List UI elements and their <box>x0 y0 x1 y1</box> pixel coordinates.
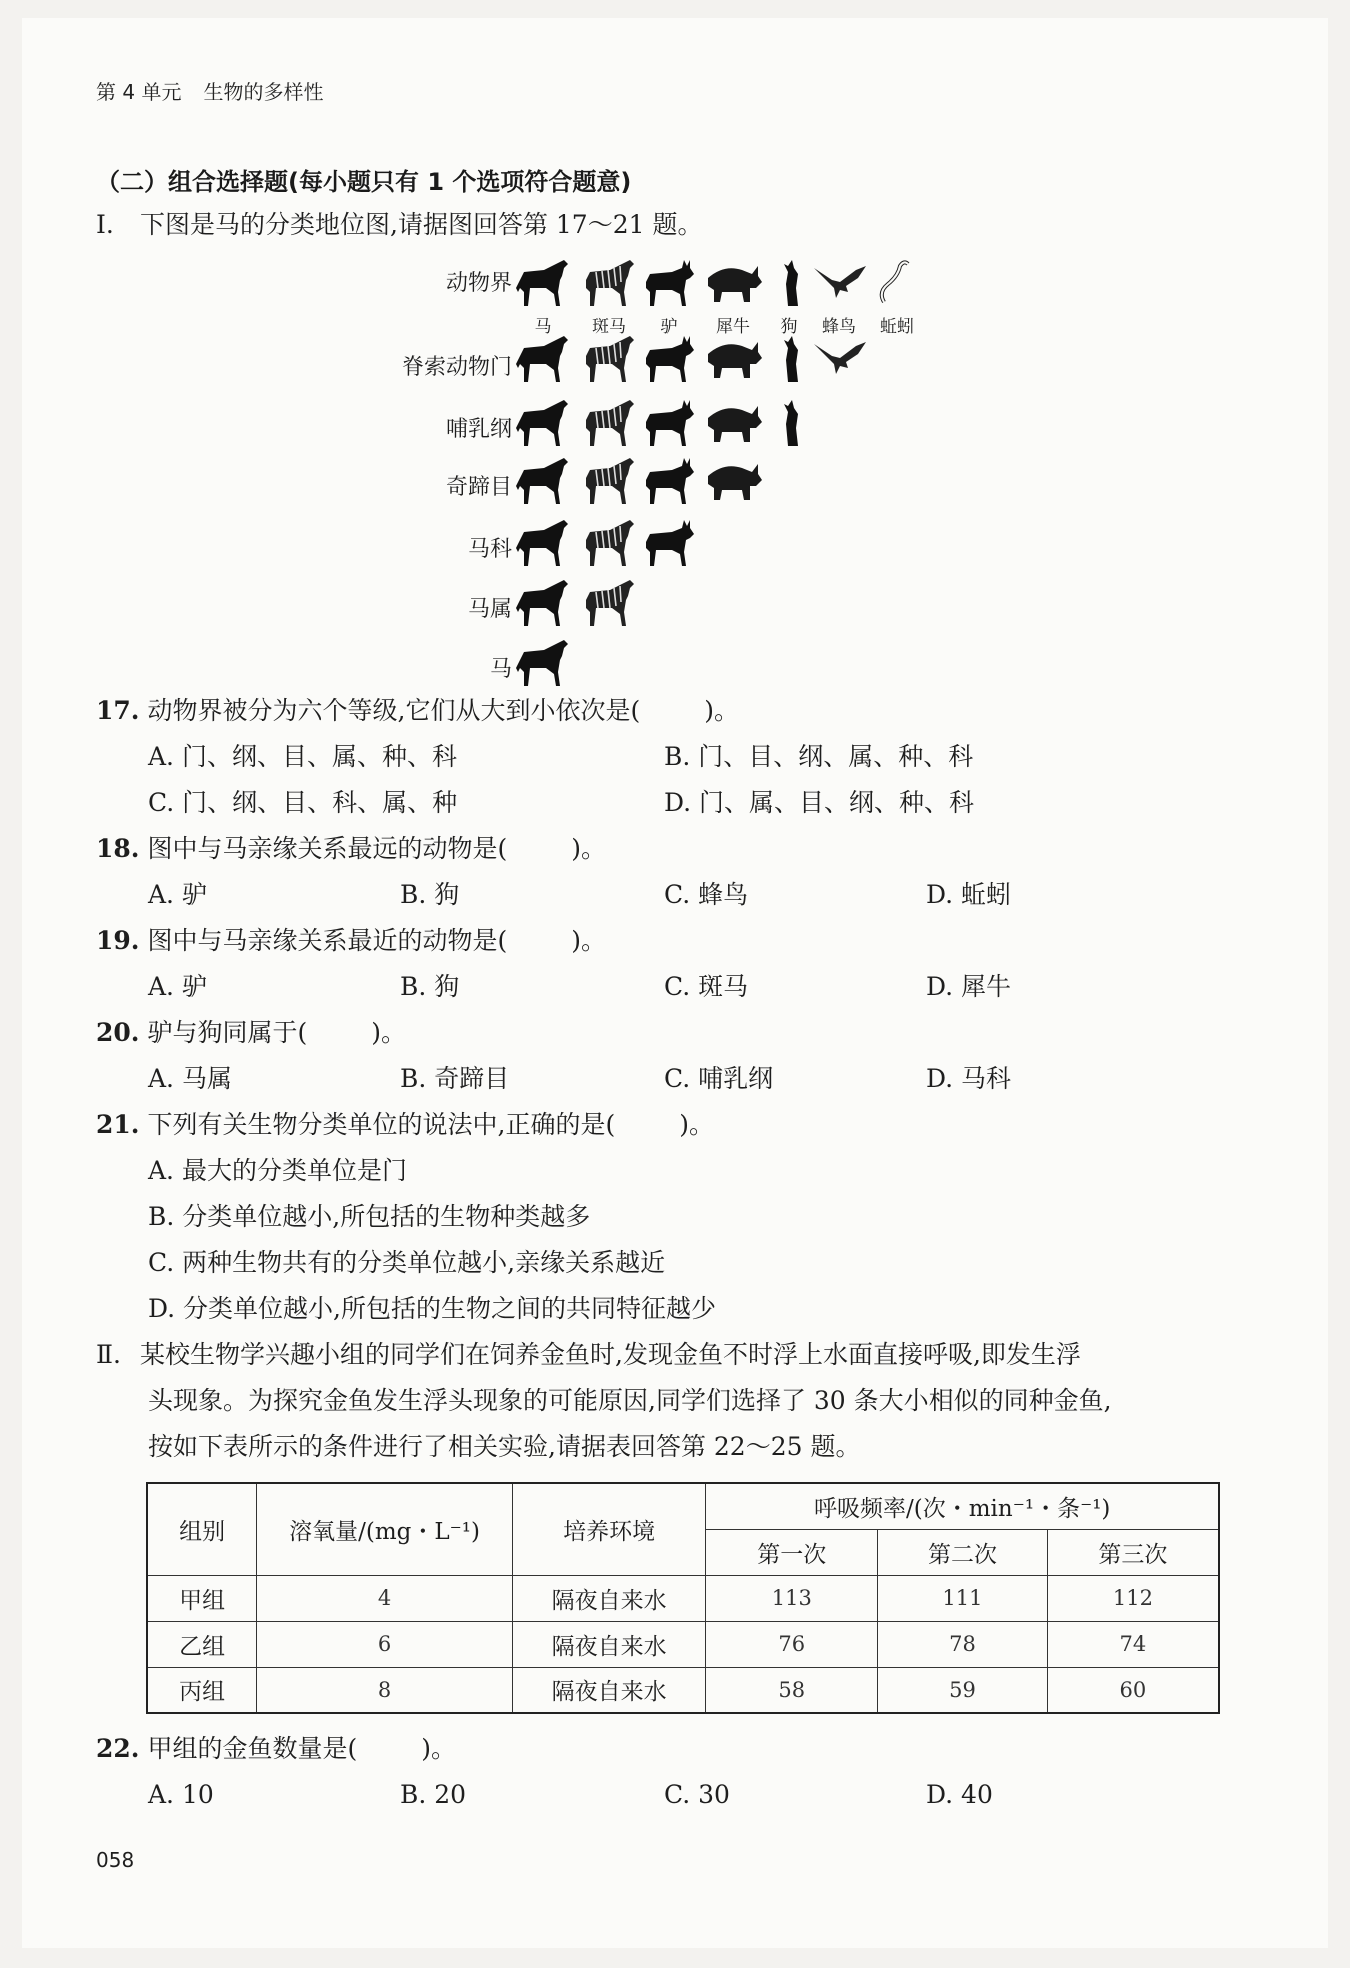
donkey-silhouette <box>640 258 698 310</box>
cell-group: 乙组 <box>147 1621 257 1667</box>
level-label: 马 <box>489 657 512 682</box>
question-number: 20. <box>96 1018 140 1047</box>
part2-line-3: 按如下表所示的条件进行了相关实验,请据表回答第 22～25 题。 <box>148 1432 861 1461</box>
option-c[interactable]: C. 哺乳纲 <box>664 1064 774 1093</box>
option-b[interactable]: B. 狗 <box>400 880 460 909</box>
question-number: 19. <box>96 926 140 955</box>
zebra-silhouette <box>580 258 638 310</box>
question-22 <box>96 1734 456 1764</box>
animal-name: 蜂鸟 <box>822 317 856 337</box>
option-c[interactable]: C. 30 <box>664 1780 730 1809</box>
animal-name: 犀牛 <box>716 317 750 337</box>
donkey-silhouette <box>640 456 698 508</box>
question-tail: )。 <box>571 834 607 863</box>
part2-line-1 <box>96 1340 1081 1370</box>
header-group: 组别 <box>147 1483 257 1575</box>
option-d[interactable]: D. 门、属、目、纲、种、科 <box>664 788 975 817</box>
cell-env: 隔夜自来水 <box>512 1575 706 1621</box>
horse-silhouette <box>514 398 572 450</box>
page-number: 058 <box>96 1848 135 1872</box>
question-19 <box>96 926 606 956</box>
part1-text: 下图是马的分类地位图,请据图回答第 17～21 题。 <box>140 210 703 239</box>
option-c[interactable]: C. 两种生物共有的分类单位越小,亲缘关系越近 <box>148 1248 666 1277</box>
section-title: （二）组合选择题(每小题只有 1 个选项符合题意) <box>96 168 632 196</box>
question-number: 21. <box>96 1110 140 1139</box>
cell-trial-1: 58 <box>706 1667 878 1713</box>
question-17 <box>96 696 739 726</box>
option-a[interactable]: A. 驴 <box>148 880 207 909</box>
option-b[interactable]: B. 狗 <box>400 972 460 1001</box>
header-env: 培养环境 <box>512 1483 706 1575</box>
cell-trial-3: 74 <box>1047 1621 1219 1667</box>
option-b[interactable]: B. 分类单位越小,所包括的生物种类越多 <box>148 1202 591 1231</box>
horse-silhouette <box>514 334 572 386</box>
zebra-silhouette <box>580 398 638 450</box>
animal-name: 蚯蚓 <box>880 317 914 337</box>
animal-name: 马 <box>534 317 552 337</box>
zebra-silhouette <box>580 518 638 570</box>
question-stem: 动物界被分为六个等级,它们从大到小依次是( <box>147 696 641 725</box>
option-b[interactable]: B. 门、目、纲、属、种、科 <box>664 742 974 771</box>
dog-silhouette <box>768 398 826 450</box>
bird-silhouette <box>810 334 868 386</box>
part2-text: 某校生物学兴趣小组的同学们在饲养金鱼时,发现金鱼不时浮上水面直接呼吸,即发生浮 <box>140 1340 1081 1369</box>
part2-label: Ⅱ. <box>96 1340 121 1369</box>
horse-silhouette <box>514 258 572 310</box>
option-c[interactable]: C. 门、纲、目、科、属、种 <box>148 788 458 817</box>
horse-silhouette <box>514 638 572 690</box>
table-row <box>147 1667 1219 1713</box>
part1-intro <box>96 210 702 240</box>
donkey-silhouette <box>640 518 698 570</box>
cell-trial-1: 76 <box>706 1621 878 1667</box>
header-trial-1: 第一次 <box>706 1529 878 1575</box>
cell-group: 丙组 <box>147 1667 257 1713</box>
option-a[interactable]: A. 驴 <box>148 972 207 1001</box>
zebra-silhouette <box>580 334 638 386</box>
donkey-silhouette <box>640 398 698 450</box>
header-oxygen: 溶氧量/(mg・L⁻¹) <box>257 1483 513 1575</box>
bird-silhouette <box>810 258 868 310</box>
question-stem: 下列有关生物分类单位的说法中,正确的是( <box>147 1110 616 1139</box>
worm-silhouette <box>870 258 928 310</box>
option-b[interactable]: B. 20 <box>400 1780 467 1809</box>
zebra-silhouette <box>580 578 638 630</box>
question-stem: 驴与狗同属于( <box>147 1018 308 1047</box>
part2-line-2: 头现象。为探究金鱼发生浮头现象的可能原因,同学们选择了 30 条大小相似的同种金鱼, <box>148 1386 1112 1415</box>
question-20 <box>96 1018 406 1048</box>
zebra-silhouette <box>580 456 638 508</box>
option-d[interactable]: D. 蚯蚓 <box>926 880 1012 909</box>
rhino-silhouette <box>704 258 762 310</box>
cell-oxygen: 6 <box>257 1621 513 1667</box>
question-18 <box>96 834 606 864</box>
header-rate: 呼吸频率/(次・min⁻¹・条⁻¹) <box>706 1483 1219 1529</box>
option-a[interactable]: A. 马属 <box>148 1064 232 1093</box>
level-label: 动物界 <box>445 271 512 296</box>
cell-trial-3: 60 <box>1047 1667 1219 1713</box>
level-label: 马属 <box>467 597 512 622</box>
header-trial-2: 第二次 <box>878 1529 1048 1575</box>
level-label: 马科 <box>467 537 512 562</box>
unit-label: 第 4 单元 <box>96 80 182 104</box>
table-row <box>147 1575 1219 1621</box>
horse-silhouette <box>514 578 572 630</box>
question-number: 18. <box>96 834 140 863</box>
cell-trial-3: 112 <box>1047 1575 1219 1621</box>
cell-oxygen: 8 <box>257 1667 513 1713</box>
option-a[interactable]: A. 最大的分类单位是门 <box>148 1156 407 1185</box>
cell-oxygen: 4 <box>257 1575 513 1621</box>
question-tail: )。 <box>421 1734 457 1763</box>
option-b[interactable]: B. 奇蹄目 <box>400 1064 510 1093</box>
option-d[interactable]: D. 分类单位越小,所包括的生物之间的共同特征越少 <box>148 1294 716 1323</box>
question-tail: )。 <box>679 1110 714 1139</box>
option-c[interactable]: C. 斑马 <box>664 972 749 1001</box>
header-trial-3: 第三次 <box>1047 1529 1219 1575</box>
question-stem: 图中与马亲缘关系最远的动物是( <box>147 834 508 863</box>
question-stem: 图中与马亲缘关系最近的动物是( <box>147 926 508 955</box>
cell-env: 隔夜自来水 <box>512 1667 706 1713</box>
horse-silhouette <box>514 518 572 570</box>
rhino-silhouette <box>704 398 762 450</box>
rhino-silhouette <box>704 334 762 386</box>
question-tail: )。 <box>571 926 607 955</box>
table-row <box>147 1621 1219 1667</box>
question-number: 17. <box>96 696 140 725</box>
cell-group: 甲组 <box>147 1575 257 1621</box>
animal-name: 狗 <box>780 317 798 337</box>
question-tail: )。 <box>704 696 739 725</box>
unit-title: 生物的多样性 <box>203 80 324 104</box>
question-tail: )。 <box>371 1018 407 1047</box>
cell-trial-1: 113 <box>706 1575 878 1621</box>
part1-label: Ⅰ. <box>96 210 114 239</box>
experiment-table <box>146 1482 1220 1714</box>
option-c[interactable]: C. 蜂鸟 <box>664 880 749 909</box>
question-stem: 甲组的金鱼数量是( <box>147 1734 358 1763</box>
option-d[interactable]: D. 40 <box>926 1780 993 1809</box>
level-label: 哺乳纲 <box>445 417 512 442</box>
question-21 <box>96 1110 714 1140</box>
cell-trial-2: 78 <box>878 1621 1048 1667</box>
cell-trial-2: 59 <box>878 1667 1048 1713</box>
option-a[interactable]: A. 10 <box>148 1780 214 1809</box>
animal-name: 斑马 <box>592 317 626 337</box>
option-d[interactable]: D. 马科 <box>926 1064 1012 1093</box>
cell-trial-2: 111 <box>878 1575 1048 1621</box>
animal-name: 驴 <box>660 317 678 337</box>
option-d[interactable]: D. 犀牛 <box>926 972 1012 1001</box>
question-number: 22. <box>96 1734 140 1763</box>
cell-env: 隔夜自来水 <box>512 1621 706 1667</box>
level-label: 奇蹄目 <box>445 475 512 500</box>
rhino-silhouette <box>704 456 762 508</box>
horse-silhouette <box>514 456 572 508</box>
level-label: 脊索动物门 <box>401 355 512 380</box>
running-head <box>96 76 345 105</box>
option-a[interactable]: A. 门、纲、目、属、种、科 <box>148 742 457 771</box>
donkey-silhouette <box>640 334 698 386</box>
